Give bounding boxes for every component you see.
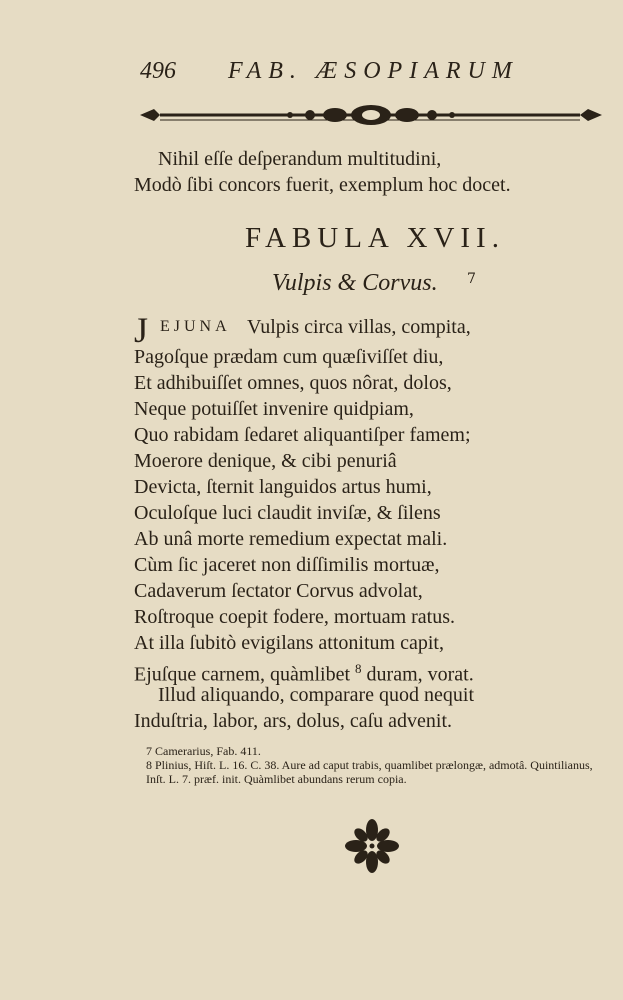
verse-line: Roſtroque coepit fodere, mortuam ratus. xyxy=(134,606,456,628)
drop-cap: J xyxy=(134,310,149,350)
fable-subtitle: Vulpis & Corvus. xyxy=(272,270,438,296)
verse-text: Ejuſque carnem, quàmlibet xyxy=(134,663,351,686)
verse-line: Quo rabidam ſedaret aliquantiſper famem; xyxy=(134,424,471,446)
verse-line: Cadaverum ſectator Corvus advolat, xyxy=(134,580,423,602)
footnote-mark: 8 xyxy=(146,758,152,772)
page-number: 496 xyxy=(140,58,176,84)
running-title: FAB. ÆSOPIARUM xyxy=(228,58,519,84)
footnote-mark: 7 xyxy=(146,744,152,758)
verse-line: Pagoſque prædam cum quæſiviſſet diu, xyxy=(134,346,444,368)
footnote xyxy=(146,758,608,786)
footnote-text: Camerarius, Fab. 411. xyxy=(155,744,261,758)
closing-verse-line: Modò ſibi concors fuerit, exemplum hoc docet. xyxy=(134,174,511,196)
verse-line: Vulpis circa villas, compita, xyxy=(247,316,471,338)
footnote xyxy=(146,744,608,758)
moral-line: Illud aliquando, comparare quod nequit xyxy=(158,684,475,706)
footnote-text: Plinius, Hiſt. L. 16. C. 38. Aure ad caput trabis, quamlibet prælongæ, admotâ. Quintilianus, Inſt. L. 7. præf. init. Quàmlibet abundans rerum copia. xyxy=(146,758,593,786)
verse-line: Cùm ſic jaceret non diſſimilis mortuæ, xyxy=(134,554,440,576)
decorative-rule-ornament xyxy=(140,100,602,130)
verse-line: Neque potuiſſet invenire quidpiam, xyxy=(134,398,414,420)
footnote-marker: 7 xyxy=(467,271,476,287)
moral-line: Induſtria, labor, ars, dolus, caſu advenit. xyxy=(134,710,452,732)
closing-verse-line: Nihil eſſe deſperandum multitudini, xyxy=(158,148,442,170)
verse-line: Et adhibuiſſet omnes, quos nôrat, dolos, xyxy=(134,372,452,394)
verse-text: duram, vorat. xyxy=(366,663,474,686)
fable-title: FABULA XVII. xyxy=(245,222,505,254)
verse-line: Oculoſque luci claudit inviſæ, & ſilens xyxy=(134,502,441,524)
small-caps-opening: EJUNA xyxy=(160,318,231,335)
running-head xyxy=(140,58,590,92)
verse-line: At illa ſubitò evigilans attonitum capit, xyxy=(134,632,444,654)
fleuron-icon xyxy=(344,818,400,874)
verse-line: Ab unâ morte remedium expectat mali. xyxy=(134,528,448,550)
footnote-marker: 8 xyxy=(355,661,362,676)
verse-line: Devicta, ſternit languidos artus humi, xyxy=(134,476,432,498)
verse-line: Moerore denique, & cibi penuriâ xyxy=(134,450,397,472)
